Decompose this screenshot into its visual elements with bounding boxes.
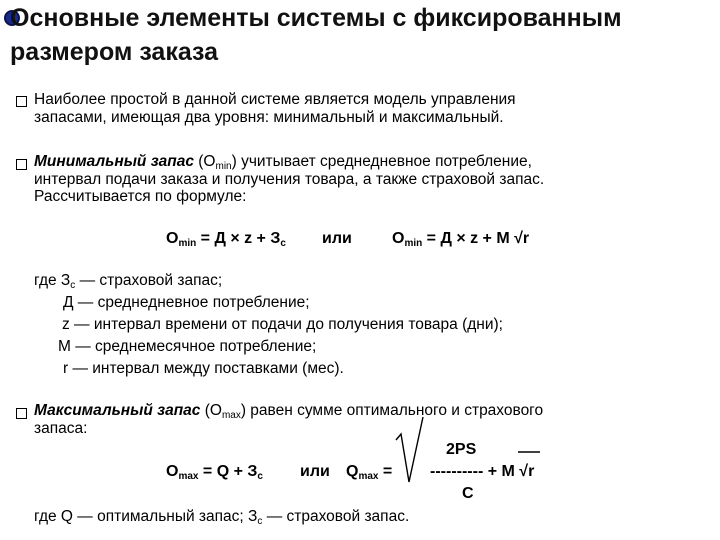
slide-title-line2: размером заказа (10, 38, 219, 66)
formula-max-denominator: С (462, 485, 474, 502)
bullet-square-icon (16, 408, 27, 419)
max-stock-line1: Максимальный запас $(О_{max})$ равен сумме оптимального и страхового (34, 402, 544, 421)
min-stock-line3: Рассчитывается по формуле: (34, 188, 247, 205)
intro-line2: запасами, имеющая два уровня: минимальный и максимальный. (34, 109, 504, 126)
max-stock-term: Максимальный запас (34, 402, 201, 419)
bullet-square-icon (16, 96, 27, 107)
min-stock-term: Минимальный запас (34, 153, 194, 170)
formula-max-left: $О_{max} = Q + З_с$ (166, 463, 263, 482)
max-stock-line2: запаса: (34, 420, 88, 437)
formula-min-or: или (322, 230, 352, 247)
legend-item: Д — среднедневное потребление; (63, 294, 310, 311)
sqrt-overbar-icon (518, 450, 542, 456)
formula-max-or: или (300, 463, 330, 480)
legend-item: r — интервал между поставками (мес). (63, 360, 344, 377)
min-stock-line2: интервал подачи заказа и получения товара, а также страховой запас. (34, 171, 545, 188)
slide-title-line1: Основные элементы системы с фиксированным (10, 4, 622, 32)
legend-item: М — среднемесячное потребление; (58, 338, 317, 355)
formula-max-fraction: ---------- + М √r (430, 463, 535, 480)
bullet-square-icon (16, 159, 27, 170)
legend-item-safety-stock: где $З_с$ — страховой запас; (34, 272, 223, 291)
square-root-sign-icon (395, 416, 425, 488)
formula-min-left: $О_{min} = Д \times z + З_с$ (166, 230, 286, 249)
formula-max-numerator: 2PS (446, 441, 477, 458)
formula-max-right: $Q_{max}$ = (346, 463, 393, 482)
formula-min-right: $О_{min} = Д \times z + М$ √r (392, 230, 530, 249)
intro-line1: Наиболее простой в данной системе является модель управления (34, 91, 516, 108)
footer-note: где Q — оптимальный запас; $З_с$ — страховой запас. (34, 508, 410, 527)
legend-item: z — интервал времени от подачи до получения товара (дни); (62, 316, 503, 333)
min-stock-line1: Минимальный запас $(О_{min})$ учитывает среднедневное потребление, (34, 153, 532, 172)
